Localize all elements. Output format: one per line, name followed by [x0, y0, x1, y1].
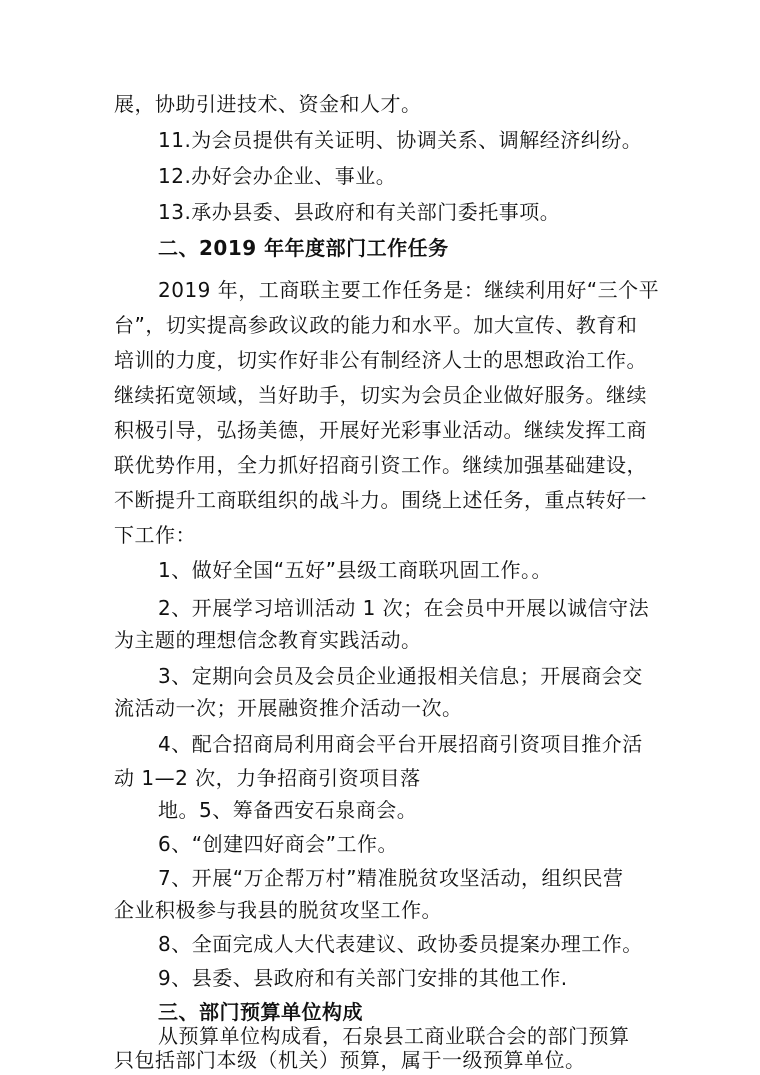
task-7-cont: 企业积极参与我县的脱贫攻坚工作。 [114, 898, 442, 922]
section3-paragraph-line: 从预算单位构成看，石泉县工商业联合会的部门预算 [158, 1024, 630, 1048]
intro-line: 展，协助引进技术、资金和人才。 [114, 92, 422, 116]
task-3-cont: 流活动一次；开展融资推介活动一次。 [114, 696, 463, 720]
task-2-cont: 为主题的理想信念教育实践活动。 [114, 628, 422, 652]
section2-paragraph-line: 培训的力度，切实作好非公有制经济人士的思想政治工作。 [114, 348, 647, 372]
section2-paragraph-line: 2019 年，工商联主要工作任务是：继续利用好“三个平 [158, 278, 660, 302]
task-2: 2、开展学习培训活动 1 次；在会员中开展以诚信守法 [158, 596, 650, 620]
task-9: 9、县委、县政府和有关部门安排的其他工作. [158, 966, 568, 990]
item-11: 11.为会员提供有关证明、协调关系、调解经济纠纷。 [158, 128, 643, 152]
task-7: 7、开展“万企帮万村”精准脱贫攻坚活动，组织民营 [158, 866, 624, 890]
task-4-cont: 动 1—2 次，力争招商引资项目落 [114, 766, 421, 790]
item-12: 12.办好会办企业、事业。 [158, 164, 397, 188]
section2-paragraph-line: 台”，切实提高参政议政的能力和水平。加大宣传、教育和 [114, 313, 638, 337]
item-13: 13.承办县委、县政府和有关部门委托事项。 [158, 200, 561, 224]
task-6: 6、“创建四好商会”工作。 [158, 832, 398, 856]
section2-paragraph-line: 联优势作用，全力抓好招商引资工作。继续加强基础建设， [114, 453, 647, 477]
section3-title: 三、部门预算单位构成 [158, 1000, 363, 1024]
section2-paragraph-line: 不断提升工商联组织的战斗力。围绕上述任务，重点转好一 [114, 488, 647, 512]
section2-paragraph-line: 积极引导，弘扬美德，开展好光彩事业活动。继续发挥工商 [114, 418, 647, 442]
section3-paragraph-line: 只包括部门本级（机关）预算，属于一级预算单位。 [114, 1048, 586, 1072]
task-4-5: 地。5、筹备西安石泉商会。 [158, 798, 418, 822]
task-1: 1、做好全国“五好”县级工商联巩固工作。。 [158, 558, 552, 582]
section2-title: 二、2019 年年度部门工作任务 [158, 236, 449, 260]
section2-paragraph-line: 下工作： [114, 523, 196, 547]
task-8: 8、全面完成人大代表建议、政协委员提案办理工作。 [158, 932, 643, 956]
section2-paragraph-line: 继续拓宽领域，当好助手，切实为会员企业做好服务。继续 [114, 383, 647, 407]
task-4: 4、配合招商局利用商会平台开展招商引资项目推介活 [158, 732, 643, 756]
task-3: 3、定期向会员及会员企业通报相关信息；开展商会交 [158, 664, 643, 688]
